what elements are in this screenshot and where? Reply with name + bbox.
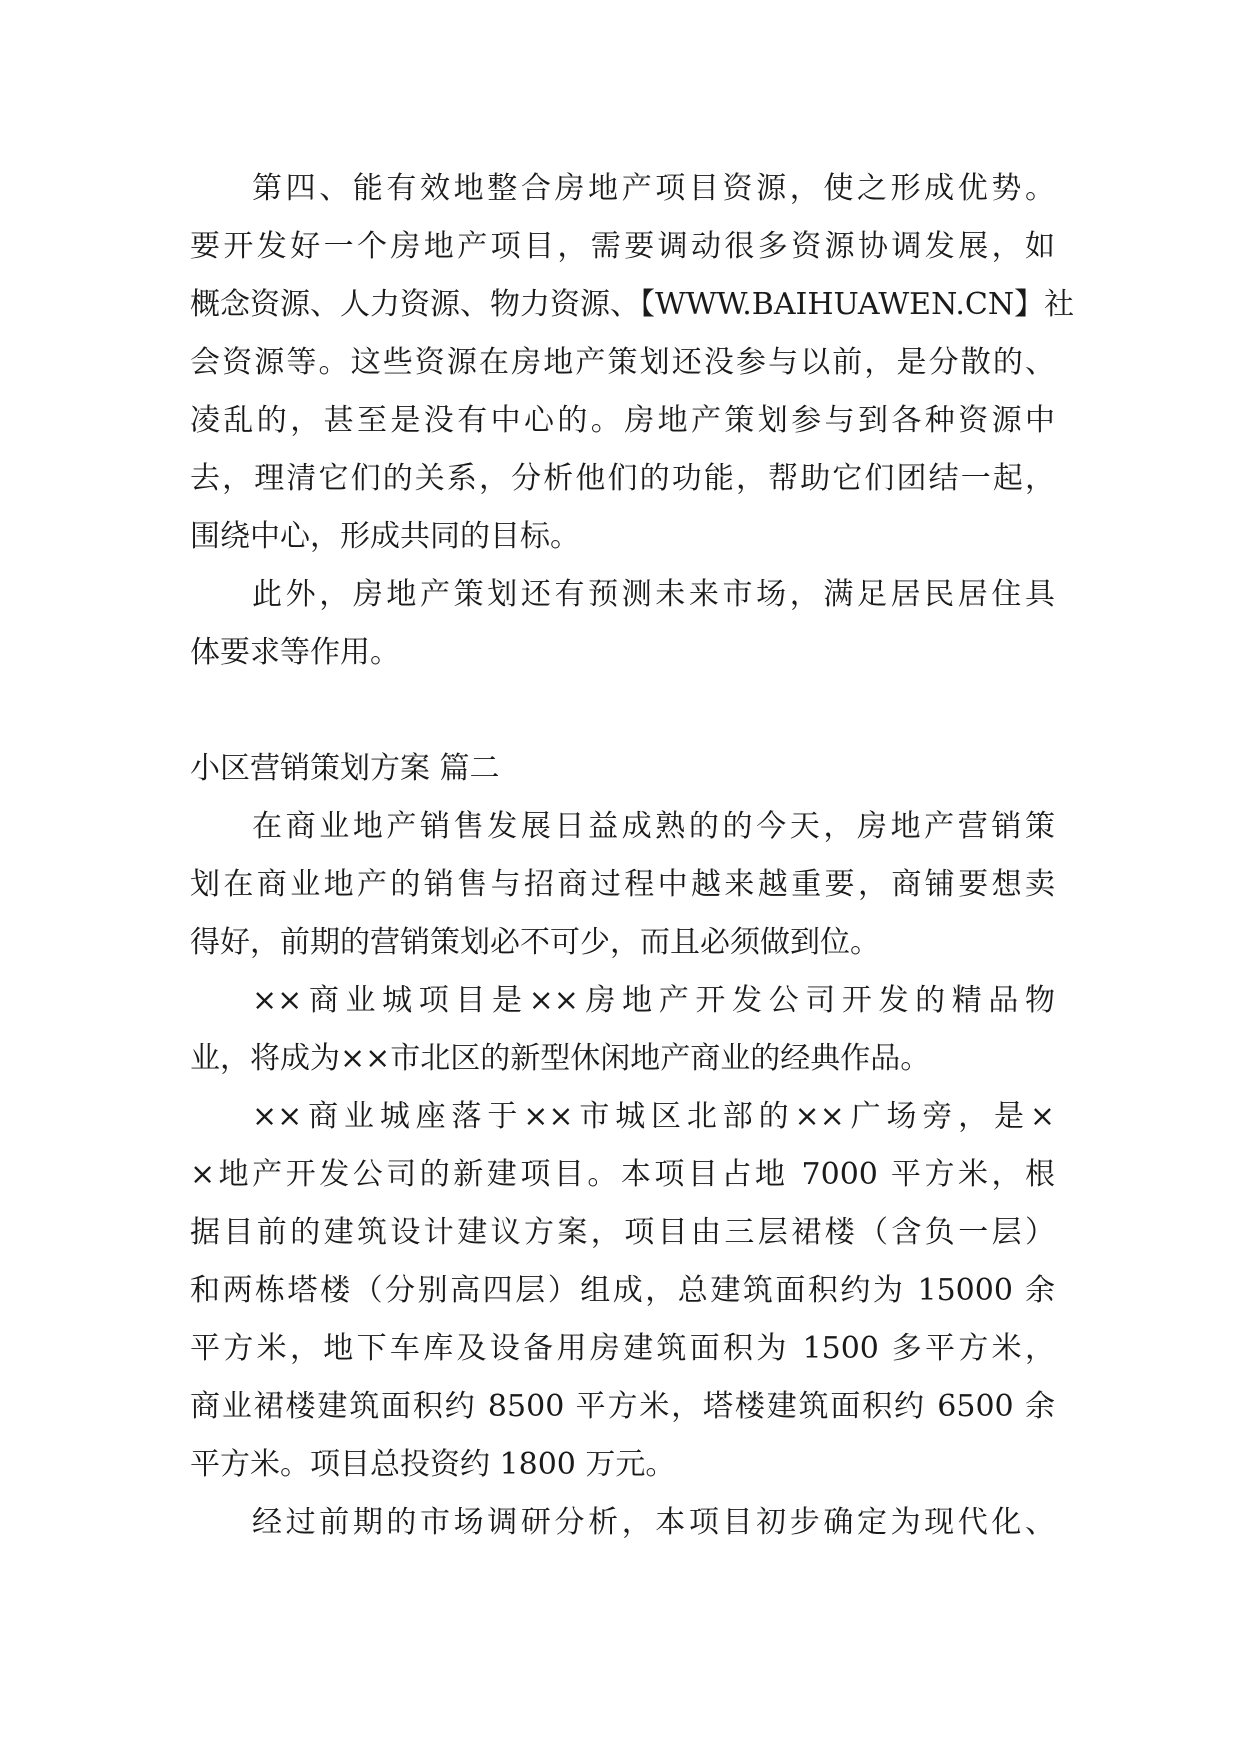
section-heading [190, 740, 1055, 798]
text-line: 凌乱的，甚至是没有中心的。房地产策划参与到各种资源中 [190, 403, 1055, 438]
text-line: 第四、能有效地整合房地产项目资源，使之形成优势。 [252, 171, 1055, 206]
paragraph-project-details [190, 1088, 1055, 1494]
text-line: ××商业城项目是××房地产开发公司开发的精品物 [252, 983, 1055, 1018]
text-line: 要开发好一个房地产项目，需要调动很多资源协调发展，如 [190, 229, 1055, 264]
text-line: 得好，前期的营销策划必不可少，而且必须做到位。 [190, 925, 880, 960]
text-line: 划在商业地产的销售与招商过程中越来越重要，商铺要想卖 [190, 867, 1055, 902]
text-line: 概念资源、人力资源、物力资源、【WWW.BAIHUAWEN.CN】社 [190, 287, 1075, 322]
paragraph-market-research [190, 1494, 1055, 1552]
paragraph-resource-integration [190, 160, 1075, 566]
text-line: ×地产开发公司的新建项目。本项目占地 7000 平方米，根 [190, 1157, 1055, 1192]
text-line: ××商业城座落于××市城区北部的××广场旁，是× [252, 1099, 1055, 1134]
text-line: 平方米，地下车库及设备用房建筑面积为 1500 多平方米， [190, 1331, 1055, 1366]
paragraph-commercial-marketing [190, 798, 1055, 972]
paragraph-project-intro [190, 972, 1055, 1088]
text-line: 业，将成为××市北区的新型休闲地产商业的经典作品。 [190, 1041, 931, 1076]
text-line: 商业裙楼建筑面积约 8500 平方米，塔楼建筑面积约 6500 余 [190, 1389, 1055, 1424]
paragraph-other-functions [190, 566, 1055, 682]
document-body [190, 160, 1075, 1552]
text-line: 去，理清它们的关系，分析他们的功能，帮助它们团结一起， [190, 461, 1055, 496]
text-line: 在商业地产销售发展日益成熟的的今天，房地产营销策 [252, 809, 1055, 844]
text-line: 体要求等作用。 [190, 635, 400, 670]
text-line: 围绕中心，形成共同的目标。 [190, 519, 580, 554]
text-line: 此外，房地产策划还有预测未来市场，满足居民居住具 [252, 577, 1055, 612]
text-line: 据目前的建筑设计建议方案，项目由三层裙楼（含负一层） [190, 1215, 1055, 1250]
text-line: 平方米。项目总投资约 1800 万元。 [190, 1447, 676, 1482]
text-line: 经过前期的市场调研分析，本项目初步确定为现代化、 [252, 1505, 1055, 1540]
section-heading-text: 小区营销策划方案 篇二 [190, 751, 500, 786]
text-line: 和两栋塔楼（分别高四层）组成，总建筑面积约为 15000 余 [190, 1273, 1055, 1308]
text-line: 会资源等。这些资源在房地产策划还没参与以前，是分散的、 [190, 345, 1055, 380]
